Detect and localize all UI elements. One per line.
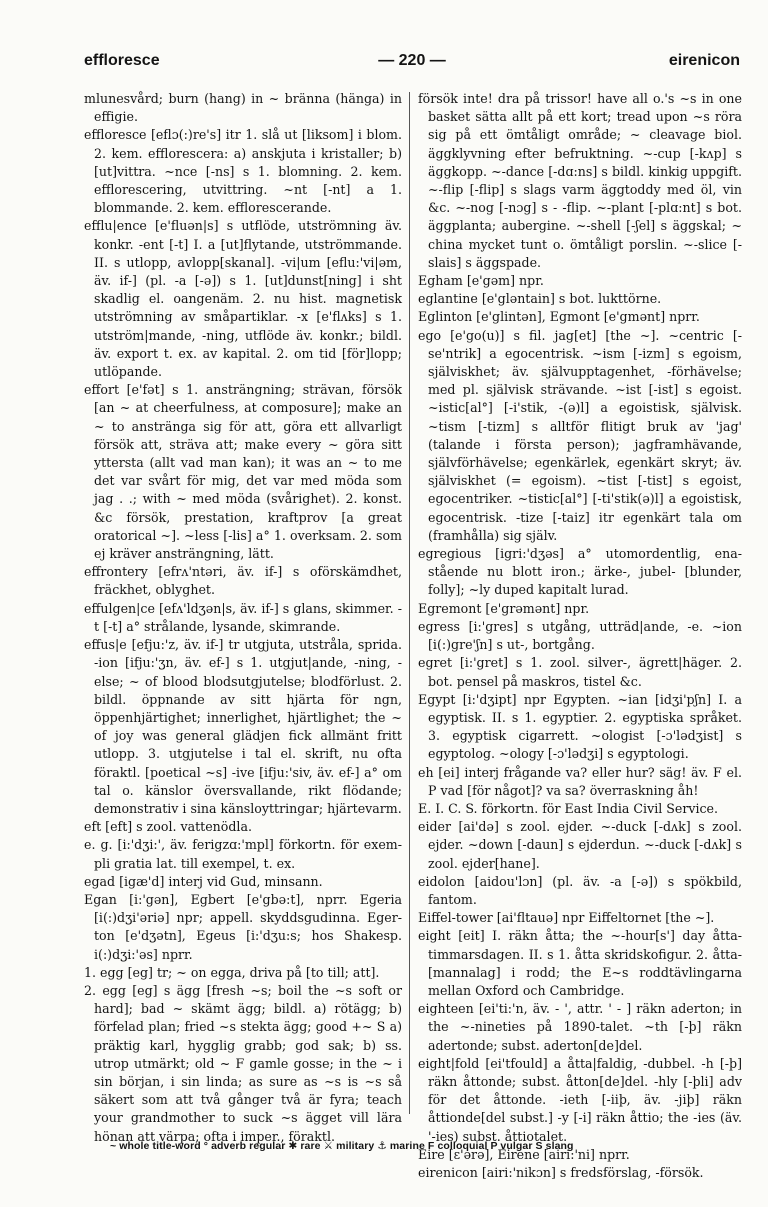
page-header	[84, 52, 740, 76]
dictionary-entry: eft [eft] s zool. vattenödla.	[84, 819, 252, 835]
left-column	[84, 90, 402, 1144]
dictionary-entry: eidolon [aidou'lɔn] (pl. äv. -a [-ə]) s spökbild, fantom.	[418, 873, 742, 907]
dictionary-entry: 1. egg [eg] tr; ~ on egga, driva på [to till; att].	[84, 964, 380, 980]
right-column	[418, 90, 742, 1180]
header-first-word: effloresce	[84, 52, 160, 69]
column-divider	[409, 92, 410, 1114]
dictionary-entry: eight [eit] I. räkn åtta; the ~-hour[s'] day åttatimmarsdagen. II. s 1. åtta skridskofigur. 2. åtta[mannalag] i rodd; the E~s roddtävlingarna mellan Oxford och Cambridge.	[418, 928, 742, 998]
dictionary-entry: effort [e'fət] s 1. ansträngning; strävan, försök [an ~ at cheerfulness, at composure]; make an ~ to anstränga sig för att, göra ett allvarligt försök att, sträva att; make every ~ göra sitt yttersta (allt vad man kan); it was an ~ to me det var svårt för mig, det var med möda som jag . .; with ~ med möda (svårighet). 2. konst. &c försök, prestation, kraftprov [a great oratorical ~]. ~less [-lis] a° 1. overksam. 2. som ej kräver ansträngning, lätt.	[84, 382, 402, 562]
dictionary-entry: effrontery [efrʌ'ntəri, äv. if-] s oförskämdhet, fräckhet, oblyghet.	[84, 564, 402, 598]
dictionary-entry: e. g. [i:'dʒi:', äv. ferigzɑ:'mpl] förkortn. för exempli gratia lat. till exempel, t. ex.	[84, 837, 402, 871]
dictionary-entry: egret [i:'gret] s 1. zool. silver-, ägrett|häger. 2. bot. pensel på maskros, tistel &c.	[418, 655, 742, 689]
dictionary-entry: eight|fold [ei'tfould] a åtta|faldig, -dubbel. -h [-þ] räkn åttonde; subst. åtton[de]del. -hly [-þli] adv för det åttonde. -ieth [-iiþ, äv. -jiþ] räkn åttionde[del subst.] -y [-i] räkn åttio; the -ies (äv. '-ies) subst. åttiotalet.	[418, 1055, 742, 1144]
dictionary-entry: 2. egg [eg] s ägg [fresh ~s; boil the ~s soft or hard]; bad ~ skämt ägg; bildl. a) rötägg; b) förfelad plan; fried ~s stekta ägg; good +~ S a) präktig karl, hygglig grabb; god sak; b) ss. utrop utmärkt; old ~ F gamle gosse; in the ~ i sin början, i sin linda; as sure as ~s is ~s så säkert som att två gånger två är fyra; teach your grandmother to suck ~s ägget vill lära hönan att värpa; ofta i imper., föraktl.	[84, 982, 402, 1144]
dictionary-entry: efflu|ence [e'fluən|s] s utflöde, utströmning äv. konkr. -ent [-t] I. a [ut]flytande, utströmmande. II. s utlopp, avlopp[skanal]. -vi|um [eflu:'vi|əm, äv. if-] (pl. -a [-ə]) s 1. [ut]dunst[ning] i sht skadlig el. oangenäm. 2. nu hist. magnetisk utströmning av småpartiklar. -x [e'flʌks] s 1. utström|mande, -ning, utflöde äv. konkr.; bildl. äv. export t. ex. av kapital. 2. om tid [för]lopp; utlöpande.	[84, 218, 402, 380]
dictionary-entry: Egan [i:'gən], Egbert [e'gbə:t], nprr. Egeria [i(:)dʒi'əriə] npr; appell. skyddsgudinna. Egerton [e'dʒətn], Egeus [i:'dʒu:s; hos Shakesp. i(:)dʒi:'əs] nprr.	[84, 891, 402, 962]
dictionary-entry: E. I. C. S. förkortn. för East India Civil Service.	[418, 800, 719, 816]
dictionary-entry: eglantine [e'gləntain] s bot. lukttörne.	[418, 291, 662, 307]
dictionary-entry: egad [igæ'd] interj vid Gud, minsann.	[84, 873, 323, 889]
dictionary-entry: effloresce [eflɔ(:)re's] itr 1. slå ut [liksom] i blom. 2. kem. efflorescera: a) anskjuta i kristaller; b) [ut]vittra. ~nce [-ns] s 1. blomning. 2. kem. efflorescering, utvittring. ~nt [-nt] a 1. blommande. 2. kem. efflorescerande.	[84, 127, 402, 216]
dictionary-entry: eider [ai'də] s zool. ejder. ~-duck [-dʌk] s zool. ejder. ~down [-daun] s ejderdun. ~-duck [-dʌk] s zool. ejder[hane].	[418, 819, 742, 871]
dictionary-entry: Eglinton [e'glintən], Egmont [e'gmənt] nprr.	[418, 309, 700, 325]
dictionary-entry: eighteen [ei'ti:'n, äv. - ', attr. ' - ] räkn aderton; in the ~-nineties på 1890-talet. ~th [-þ] räkn adertonde; subst. aderton[de]del.	[418, 1001, 742, 1053]
dictionary-entry: mlunesvård; burn (hang) in ~ bränna (hänga) in effigie.	[84, 91, 402, 125]
dictionary-entry: effus|e [efju:'z, äv. if-] tr utgjuta, utstråla, sprida. -ion [ifju:'ʒn, äv. ef-] s 1. utgjut|ande, -ning, -else; ~ of blood blodsutgjutelse; blodförlust. 2. bildl. öppnande av sitt hjärta för ngn, öppenhjärtighet; innerlighet, hjärtlighet; the ~ of joy was general glädjen fick allmänt fritt utlopp. 3. utgjutelse i tal el. skrift, nu ofta föraktl. [poetical ~s] -ive [ifju:'siv, äv. ef-] a° om tal o. känslor översvallande, rikt flödande; demonstrativ i sina känsloyttringar; hjärtevarm.	[84, 637, 402, 816]
dictionary-entry: effulgen|ce [efʌ'ldʒən|s, äv. if-] s glans, skimmer. -t [-t] a° strålande, lysande, skimrande.	[84, 600, 402, 634]
dictionary-entry: Egham [e'gəm] npr.	[418, 273, 544, 289]
dictionary-entry: eh [ei] interj frågande va? eller hur? säg! äv. F el. P vad [för något]? va sa? överraskning åh!	[418, 764, 742, 798]
symbol-legend: ~ whole title-word ° adverb regular ✱ rare ⚔ military ⚓ marine F colloquial P vulgar S slang	[110, 1140, 574, 1152]
page-number: — 220 —	[378, 52, 446, 69]
dictionary-entry: egregious [igri:'dʒəs] a° utomordentlig, enastående nu blott iron.; ärke-, jubel- [blunder, folly]; ~ly duped kapitalt lurad.	[418, 546, 742, 598]
header-last-word: eirenicon	[668, 52, 740, 69]
dictionary-entry: Eire [ɛ'ərə], Eirene [airi:'ni] nprr.	[418, 1146, 630, 1162]
dictionary-entry: försök inte! dra på trissor! have all o.'s ~s in one basket sätta allt på ett kort; tread upon ~s röra sig på ett ömtåligt område; ~ cleavage biol. äggklyvning efter befruktning. ~-cup [-kʌp] s äggkopp. ~-dance [-dɑ:ns] s bildl. kinkig uppgift. ~-flip [-flip] s slags varm äggtoddy med öl, vin &c. ~-nog [-nɔg] s - -flip. ~-plant [-plɑ:nt] s bot. äggplanta; aubergine. ~-shell [-ʃel] s äggskal; ~ china mycket tunt o. ömtåligt porslin. ~-slice [-slais] s äggspade.	[418, 91, 742, 270]
dictionary-entry: egress [i:'gres] s utgång, utträd|ande, -e. ~ion [i(:)gre'ʃn] s ut-, bortgång.	[418, 618, 742, 653]
dictionary-entry: ego [e'go(u)] s fil. jag[et] [the ~]. ~centric [-se'ntrik] a egocentrisk. ~ism [-izm] s egoism, själviskhet; äv. självupptagenhet, -förhävelse; med pl. självisk strävande. ~ist [-ist] s egoist. ~istic[al°] [-i'stik, -(ə)l] a egoistisk, självisk. ~tism [-tizm] s alltför flitigt bruk av 'jag' (talande i första person); jagframhävande, självförhävelse; egenkärlek, egenkärt skryt; äv. själviskhet (= egoism). ~tist [-tist] s egoist, egocentriker. ~tistic[al°] [-ti'stik(ə)l] a egoistisk, egocentrisk. -tize [-taiz] itr egenkärt tala om (framhålla) sig själv.	[418, 327, 742, 543]
dictionary-entry: Egypt [i:'dʒipt] npr Egypten. ~ian [idʒi'pʃn] I. a egyptisk. II. s 1. egyptier. 2. egyptiska språket. 3. egyptisk cigarrett. ~ologist [-ɔ'lədʒist] s egyptolog. ~ology [-ɔ'lədʒi] s egyptologi.	[418, 691, 742, 762]
dictionary-entry: eirenicon [airi:'nikɔn] s fredsförslag, -försök.	[418, 1164, 704, 1180]
dictionary-entry: Eiffel-tower [ai'fltauə] npr Eiffeltornet [the ~].	[418, 910, 715, 926]
dictionary-entry: Egremont [e'grəmənt] npr.	[418, 600, 590, 616]
